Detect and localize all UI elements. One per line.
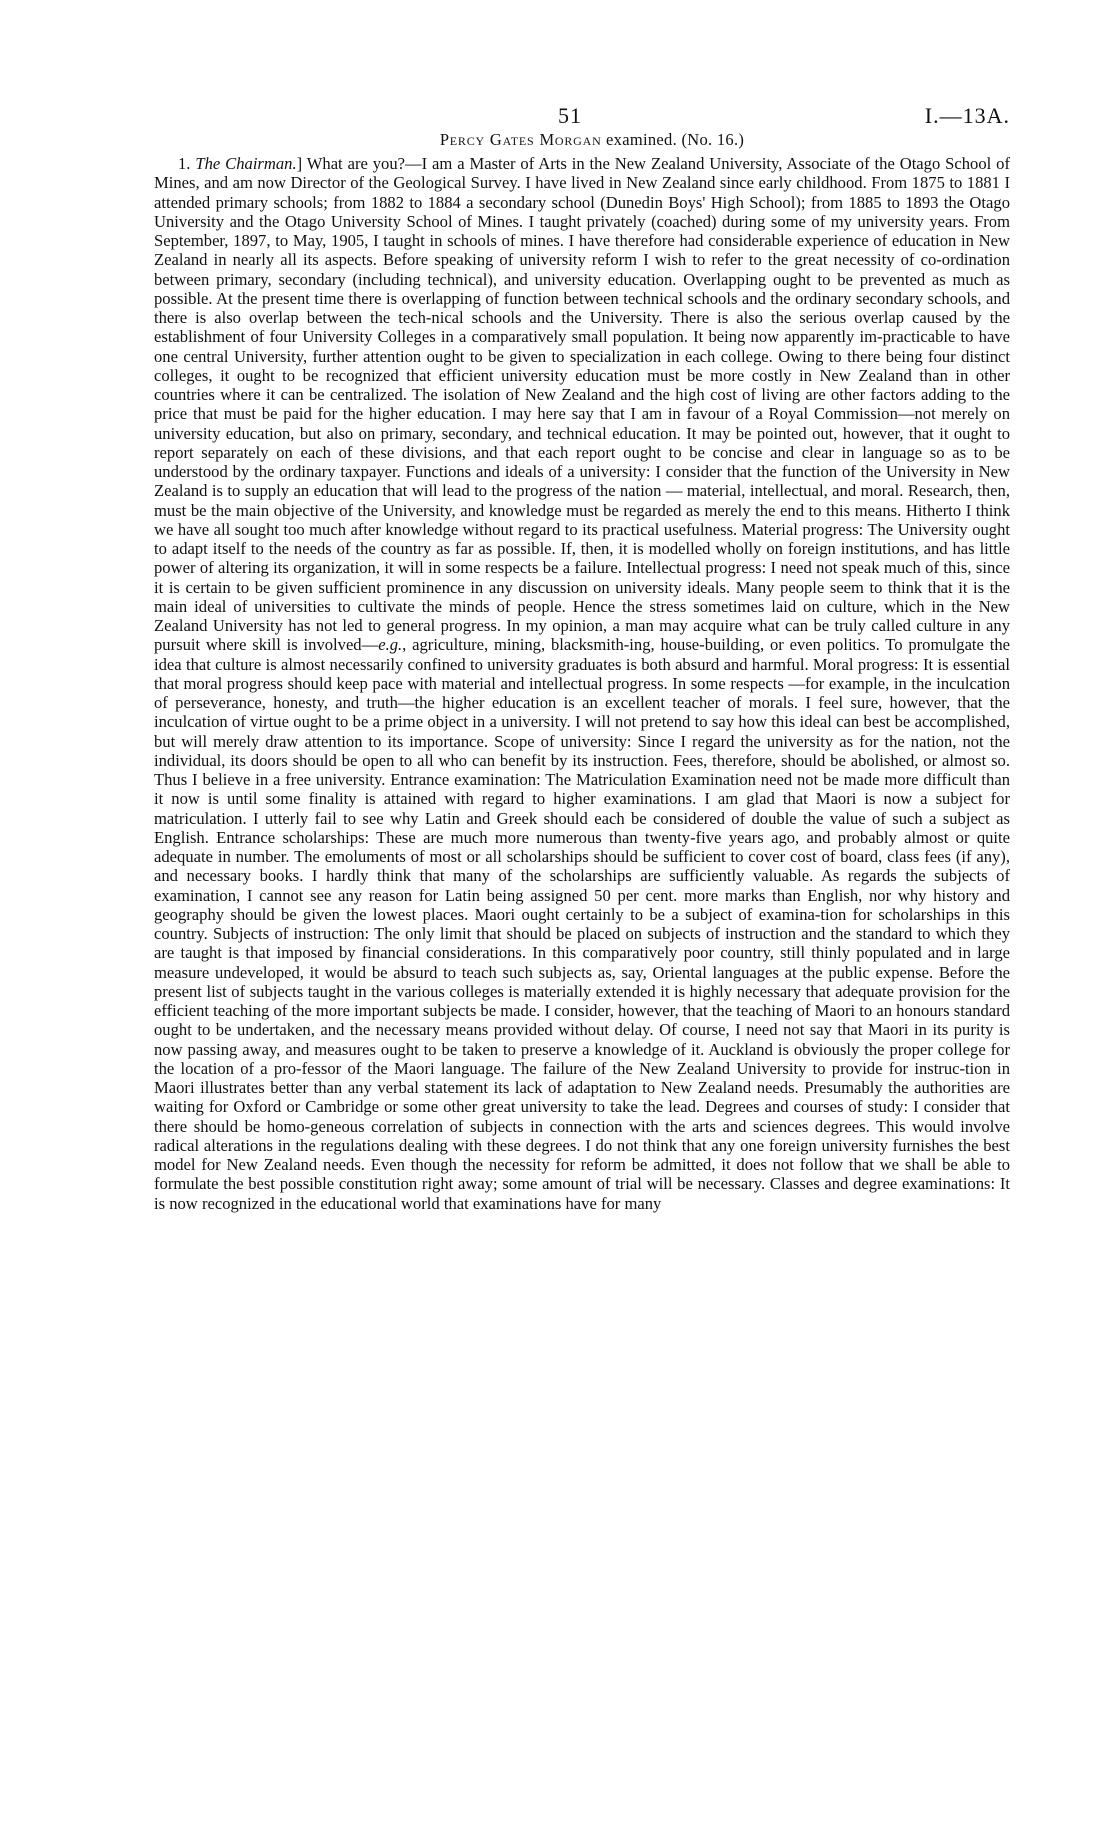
speaker-name: The Chairman. (195, 154, 297, 173)
document-reference: I.—13A. (924, 103, 1010, 128)
paragraph-text-part-2: , agriculture, mining, blacksmith-ing, house-building, or even politics. To promulgate the idea that culture is almost necessarily confined to university graduates is both absurd and harmful. Moral progress: It is essential that moral progress should keep pace with material and intellectual progress. In some respects —for example, in the inculcation of perseverance, honesty, and truth—the higher education is an excellent teacher of morals. I feel sure, however, that the inculcation of virtue ought to be a prime object in a university. I will not pretend to say how this ideal can best be accomplished, but will merely draw attention to its importance. Scope of university: Since I regard the university as for the nation, not the individual, its doors should be open to all who can benefit by its instruction. Fees, therefore, should be abolished, or almost so. Thus I believe in a free university. Entrance examination: The Matriculation Examination need not be made more difficult than it now is until some finality is attained with regard to higher examinations. I am glad that Maori is now a subject for matriculation. I utterly fail to see why Latin and Greek should each be considered of double the value of such a subject as English. Entrance scholarships: These are much more numerous than twenty-five years ago, and probably almost or quite adequate in number. The emoluments of most or all scholarships should be sufficient to cover cost of board, class fees (if any), and necessary books. I hardly think that many of the scholarships are sufficiently valuable. As regards the subjects of examination, I cannot see any reason for Latin being assigned 50 per cent. more marks than English, nor why history and geography should be given the lowest places. Maori ought certainly to be a subject of examina-tion for scholarships in this country. Subjects of instruction: The only limit that should be placed on subjects of instruction and the standard to which they are taught is that imposed by financial considerations. In this comparatively poor country, still thinly populated and in large measure undeveloped, it would be absurd to teach such subjects as, say, Oriental languages at the public expense. Before the present list of subjects taught in the various colleges is materially extended it is highly necessary that adequate provision for the efficient teaching of the more important subjects be made. I consider, however, that the teaching of Maori to an honours standard ought to be undertaken, and the necessary means provided without delay. Of course, I need not say that Maori in its purity is now passing away, and measures ought to be taken to preserve a knowledge of it. Auckland is obviously the proper college for the location of a pro-fessor of the Maori language. The failure of the New Zealand University to provide for instruc-tion in Maori illustrates better than any verbal statement its lack of adaptation to New Zealand needs. Presumably the authorities are waiting for Oxford or Cambridge or some other great university to take the lead. Degrees and courses of study: I consider that there should be homo-geneous correlation of subjects in connection with the arts and sciences degrees. This would involve radical alterations in the regulations dealing with these degrees. I do not think that any one foreign university furnishes the best model for New Zealand needs. Even though the necessity for reform be admitted, it does not follow that we shall be able to formulate the best possible constitution right away; some amount of trial will be necessary. Classes and degree examinations: It is now recognized in the educational world that examinations have for many (154, 635, 1010, 1213)
eg-abbreviation: e.g. (378, 635, 403, 655)
section-title (154, 130, 1010, 150)
question-number: 1. (178, 154, 191, 173)
title-suffix: examined. (606, 130, 677, 149)
testimony-paragraph (154, 154, 1010, 1213)
title-number: (No. 16.) (681, 130, 745, 149)
paragraph-text-part-1: ] What are you?—I am a Master of Arts in the New Zealand University, Associate of the Otago School of Mines, and am now Director of the Geological Survey. I have lived in New Zealand since early childhood. From 1875 to 1881 I attended primary schools; from 1882 to 1884 a secondary school (Dunedin Boys' High School); from 1885 to 1893 the Otago University and the Otago University School of Mines. I taught privately (coached) during some of my university years. From September, 1897, to May, 1905, I taught in schools of mines. I have therefore had considerable experience of education in New Zealand in nearly all its aspects. Before speaking of university reform I wish to refer to the great necessity of co-ordination between primary, secondary (including technical), and university education. Overlapping ought to be prevented as much as possible. At the present time there is overlapping of function between technical schools and the ordinary secondary schools, and there is also overlap between the tech-nical schools and the University. There is also the serious overlap caused by the establishment of four University Colleges in a comparatively small population. It being now apparently im-practicable to have one central University, further attention ought to be given to specialization in each college. Owing to there being four distinct colleges, it ought to be recognized that efficient university education must be more costly in New Zealand than in other countries where it can be centralized. The isolation of New Zealand and the high cost of living are other factors adding to the price that must be paid for the higher education. I may here say that I am in favour of a Royal Commission—not merely on university education, but also on primary, secondary, and technical education. It may be pointed out, however, that it ought to report separately on each of these divisions, and that each report ought to be concise and clear in language so as to be understood by the ordinary taxpayer. Functions and ideals of a university: I consider that the function of the University in New Zealand is to supply an education that will lead to the progress of the nation — material, intellectual, and moral. Research, then, must be the main objective of the University, and knowledge must be regarded as merely the end to this means. Hitherto I think we have all sought too much after knowledge without regard to its practical usefulness. Material progress: The University ought to adapt itself to the needs of the country as far as possible. If, then, it is modelled wholly on foreign institutions, and has little power of altering its organization, it will in some respects be a failure. Intellectual progress: I need not speak much of this, since it is certain to be given sufficient prominence in any discussion on university ideals. Many people seem to think that it is the main ideal of universities to cultivate the minds of people. Hence the stress sometimes laid on culture, which in the New Zealand University has not led to general progress. In my opinion, a man may acquire what can be truly called culture in any pursuit where skill is involved— (154, 154, 1010, 655)
page-header (154, 0, 1010, 130)
page-content (154, 0, 1010, 1213)
page-number: 51 (558, 103, 582, 128)
witness-name: Percy Gates Morgan (439, 130, 602, 149)
